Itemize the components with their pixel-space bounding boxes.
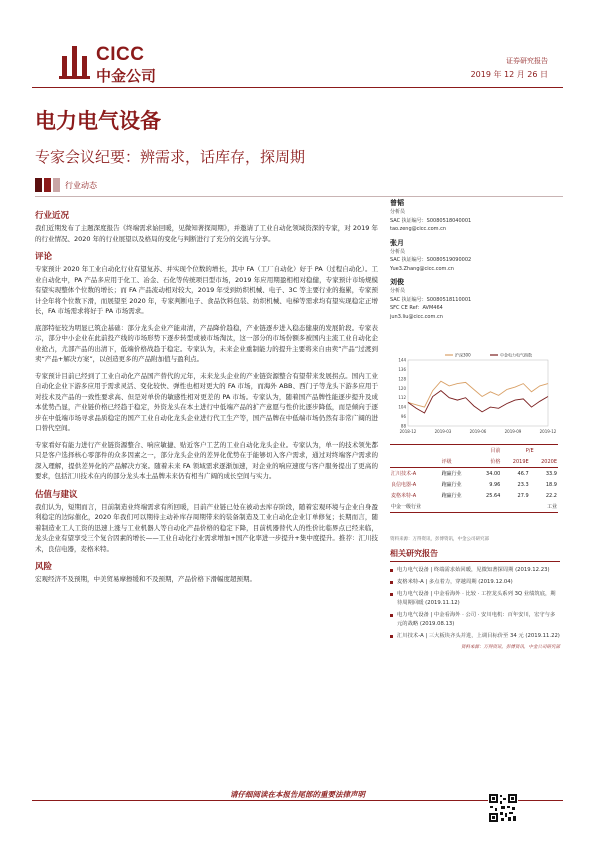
industry-label: 中金一级行业 bbox=[390, 501, 441, 513]
y-tick-label: 88 bbox=[400, 423, 406, 429]
paragraph: 专家预计 2020 年工业自动化行业有望复苏、并实现个位数的增长，其中 FA（工厂自动化）好于 PA（过程自动化）。工业自动化中，PA 产品多应用于化工、冶金、石化等传统项目型市场，2019 年应用期盈相相对稳健，专家预计市场规模有望实现整体个位数的增长；而 FA 产品流动相对较大，2019 年受到纺织机械、电子、3C 等主要行业的拖累，专家预计全年将个位数下滑，而展望至 2020 年，专家判断电子、食品饮料包装、纺织机械、电梯等需求均有望实现稳定正增长，FA 市场需求将好于 PA 市场需求。 bbox=[35, 265, 378, 315]
x-tick-label: 2019-06 bbox=[469, 429, 487, 434]
logo-text-en: CICC bbox=[96, 44, 145, 65]
section-risk bbox=[35, 560, 378, 585]
y-tick-label: 104 bbox=[398, 404, 406, 410]
rating: 跑赢行业 bbox=[441, 471, 462, 477]
x-tick-label: 2019-03 bbox=[434, 429, 452, 434]
paragraph: 宏观经济不及预期，中美贸易摩擦缓和不及预期，产品价格下滑幅度超预期。 bbox=[35, 575, 256, 583]
price: 25.64 bbox=[486, 492, 501, 499]
table-row bbox=[390, 490, 558, 501]
analyst-email[interactable]: tao.zeng@cicc.com.cn bbox=[390, 226, 447, 232]
pe-2019e: 46.7 bbox=[517, 470, 529, 477]
analyst-name: 张月 bbox=[390, 238, 404, 247]
tag-bar-mid bbox=[44, 178, 51, 192]
analyst-card bbox=[390, 277, 560, 321]
table-source: 资料来源：万得资讯，彭博资讯，中金公司研究部 bbox=[390, 537, 489, 542]
related-report-link[interactable]: 电力电气设备 | 中金看海外 · 公司 · 安川电机：百年安川，宏守与多元的战略 (2019.08.13) bbox=[390, 611, 560, 629]
paragraph: 我们认为，短期而言，目前制造业终端需求有所回暖，目前产业链已处在被动去库存阶段，随着宏观环境与企业自身盈利稳定的边际催化，2020 年我们可以期待主动补库存周期带来的装备制造及工业自动化企业订单修复；长期而言，随着制造业工人工资的迅速上涨与工业机器人等自动化产品价格的稳定下降，目前机器替代人的性价比临界点已经来临，龙头企业有望享受三个复合因素的增长——工业自动化行业需求增加+国产化率进一步提升+集中度提升。推荐：汇川技术，良信电器，麦格米特。 bbox=[35, 502, 378, 553]
table-header-cell: P/E bbox=[501, 445, 558, 457]
header-divider bbox=[32, 87, 563, 88]
cicc-emblem-icon bbox=[58, 42, 92, 82]
pe-2020e: 18.9 bbox=[545, 481, 557, 488]
y-tick-label: 128 bbox=[398, 376, 406, 382]
y-tick-label: 112 bbox=[398, 395, 406, 401]
cicc-logo bbox=[58, 40, 178, 90]
index-chart-svg bbox=[390, 350, 558, 438]
industry-title: 电力电气设备 bbox=[35, 108, 161, 133]
stock-name[interactable]: 麦格米特-A bbox=[391, 493, 417, 499]
qr-code-icon bbox=[488, 793, 518, 823]
table-header-cell: 目前 bbox=[476, 445, 502, 457]
section-recent bbox=[35, 209, 378, 244]
analyst-email[interactable]: jun3.liu@cicc.com.cn bbox=[390, 313, 443, 320]
report-tag bbox=[35, 178, 185, 192]
table-cell bbox=[501, 501, 529, 513]
table-cell bbox=[441, 501, 476, 513]
stock-name[interactable]: 汇川技术-A bbox=[391, 471, 417, 477]
report-date: 2019 年 12 月 26 日 bbox=[470, 70, 548, 79]
legend-label: 沪深300 bbox=[455, 352, 471, 358]
pe-2020e: 22.2 bbox=[545, 492, 557, 499]
related-report-link[interactable]: 电力电气设备 | 终端需求始回暖，见微知著探周期 (2019.12.23) bbox=[390, 566, 560, 575]
rating: 跑赢行业 bbox=[441, 482, 462, 488]
paragraph: 我们近期发布了主题深度报告《终端需求始回暖，见微知著探周期》，并邀请了工业自动化领域资深的专家，对 2019 年的行业情况、2020 年的行业展望以及格局的变化与判断进行了充分的交流与分享。 bbox=[35, 224, 378, 243]
section-comment bbox=[35, 250, 378, 482]
legal-disclaimer[interactable]: 请仔细阅读在本报告尾部的重要法律声明 bbox=[230, 790, 365, 799]
x-tick-label: 2019-12 bbox=[539, 429, 557, 434]
y-tick-label: 120 bbox=[398, 385, 406, 391]
related-report-link[interactable]: 麦格米特-A | 多点着力，穿越周期 (2019.12.04) bbox=[390, 578, 560, 587]
tag-divider bbox=[35, 196, 563, 197]
rating-table bbox=[390, 444, 558, 513]
table-cell bbox=[476, 501, 502, 513]
logo-text-cn: 中金公司 bbox=[96, 67, 157, 85]
related-report-link[interactable]: 汇川技术-A | 三大板块齐头并进，上调目标价至 34 元 (2019.11.22) bbox=[390, 632, 560, 641]
table-header-row bbox=[390, 445, 558, 457]
table-header-cell bbox=[441, 445, 476, 457]
y-tick-label: 144 bbox=[398, 357, 406, 363]
analyst-cert: SAC 执证编号：S0080518040001 bbox=[390, 217, 472, 224]
analyst-card bbox=[390, 198, 560, 234]
table-row bbox=[390, 501, 558, 513]
section-heading: 行业近况 bbox=[35, 211, 70, 221]
series-line-cicc-index bbox=[408, 391, 548, 413]
x-tick-label: 2019-09 bbox=[504, 429, 522, 434]
price: 34.00 bbox=[486, 470, 501, 477]
analyst-panel bbox=[390, 198, 560, 325]
table-header-row bbox=[390, 456, 558, 468]
index-chart bbox=[390, 350, 558, 438]
x-tick-label: 2018-12 bbox=[399, 429, 417, 434]
legend-label: 中金电力电气指数 bbox=[500, 352, 532, 358]
analyst-role: 分析员 bbox=[390, 288, 406, 294]
table-header-cell: 价格 bbox=[476, 456, 502, 468]
tag-label: 行业动态 bbox=[65, 181, 97, 190]
industry-value: 工业 bbox=[530, 501, 558, 513]
analyst-name: 刘俊 bbox=[390, 278, 404, 286]
y-tick-label: 96 bbox=[400, 414, 406, 420]
section-heading: 估值与建议 bbox=[35, 489, 78, 500]
y-tick-label: 136 bbox=[398, 366, 406, 372]
analyst-card bbox=[390, 238, 560, 274]
related-heading: 相关研究报告 bbox=[390, 548, 560, 562]
stock-name[interactable]: 良信电器-A bbox=[391, 482, 417, 488]
footer-divider bbox=[32, 800, 563, 801]
related-report-link[interactable]: 电力电气设备 | 中金看海外 · 比较 · 工控龙头系列 3Q 业绩筑底，期待周期回暖 (2019.11.12) bbox=[390, 590, 560, 608]
price: 9.96 bbox=[489, 481, 501, 488]
pe-2019e: 27.9 bbox=[517, 492, 529, 499]
table-header-cell bbox=[390, 456, 441, 468]
section-heading: 评论 bbox=[35, 252, 53, 262]
table-header-cell: 2020E bbox=[530, 456, 558, 468]
table-row bbox=[390, 479, 558, 490]
analyst-sfc: SFC CE Ref：AVM464 bbox=[390, 305, 443, 311]
analyst-cert: SAC 执证编号：S0080519090002 bbox=[390, 257, 472, 263]
analyst-email[interactable]: Yue3.Zhang@cicc.com.cn bbox=[390, 265, 454, 272]
main-column bbox=[35, 205, 378, 591]
paragraph: 专家看好有能力进行产业链资源整合、响应敏捷、贴近客户工艺的工业自动化龙头企业。专家认为，单一的技术领先都只是客户选择核心零部件的众多因素之一，部分龙头企业的差异化优势在于能够切入客户需求，通过对终端客户需求的深入理解，提供差异化的产品解决方案。随着未来 FA 领域需求逐渐加速，对企业的响应速度与客户服务提出了更高的要求，包括汇川技术在内的部分龙头本土品牌未来仍有相当广阔的成长空间与实力。 bbox=[35, 440, 378, 480]
analyst-role: 分析员 bbox=[390, 248, 406, 255]
analyst-cert: SAC 执证编号：S0080518110001 bbox=[390, 296, 472, 303]
analyst-name: 曾韬 bbox=[390, 199, 404, 207]
table-header-cell: 评级 bbox=[441, 456, 476, 468]
section-heading: 风险 bbox=[35, 562, 53, 572]
tag-bar-dark bbox=[35, 178, 42, 192]
table-header-cell: 2019E bbox=[501, 456, 529, 468]
paragraph: 底部特征较为明显已筑企基础：部分龙头企业产能肃清，产品降价趋稳，产业链逐步进入稳态健康的发展阶段。专家表示，部分中小企业在此前投产线的市场形势下逐步转型或被市场淘汰，这一部分的市场份额多被国内主流工业自动化企业抢占，尤部产品的出清下，低端价格战趋于稳定。专家认为，未来企业重制能力的提升主要将来自由卖“产品”过渡到卖“产品+解决方案”，以创造更多的产品附加值与盈利点。 bbox=[35, 323, 378, 363]
related-source: 资料来源：万得资讯，彭博资讯，中金公司研究部 bbox=[461, 645, 560, 650]
table-row bbox=[390, 468, 558, 480]
pe-2020e: 33.9 bbox=[545, 470, 557, 477]
rating: 跑赢行业 bbox=[441, 493, 462, 499]
analyst-role: 分析员 bbox=[390, 209, 406, 215]
paragraph: 专家预计目前已经到了工业自动化产品国产替代的元年，未来龙头企业的产业链资源整合有望带来发展拐点。国内工业自动化企业下游多应用于需求灵活、变化较快、弹性也相对更大的 FA 市场，而海外 ABB、西门子等龙头下游多应用于对技术及产品的一致性要求高、但是对单价的敏感性相对更差的 PA 市场。专家认为，随着国产品牌性能逐步提升及成本优势凸显，产业链价格已经趋于稳定，外资龙头在本土进行中低端产品的扩产意愿与性价比逐步降低，而是倾向于逐步在中低端市场寻求品质稳定的国产工业自动化龙头企业进行代工生产等，国产品牌在中低端市场仍然有非常广阔的进口替代空间。 bbox=[35, 371, 378, 432]
pe-2019e: 23.3 bbox=[517, 481, 529, 488]
report-type: 证券研究报告 bbox=[506, 57, 548, 65]
related-reports bbox=[390, 548, 560, 650]
table-header-cell bbox=[390, 445, 441, 457]
tag-bar-light bbox=[53, 178, 60, 192]
report-subtitle: 专家会议纪要：辨需求，话库存，探周期 bbox=[35, 148, 306, 166]
section-valuation bbox=[35, 488, 378, 555]
